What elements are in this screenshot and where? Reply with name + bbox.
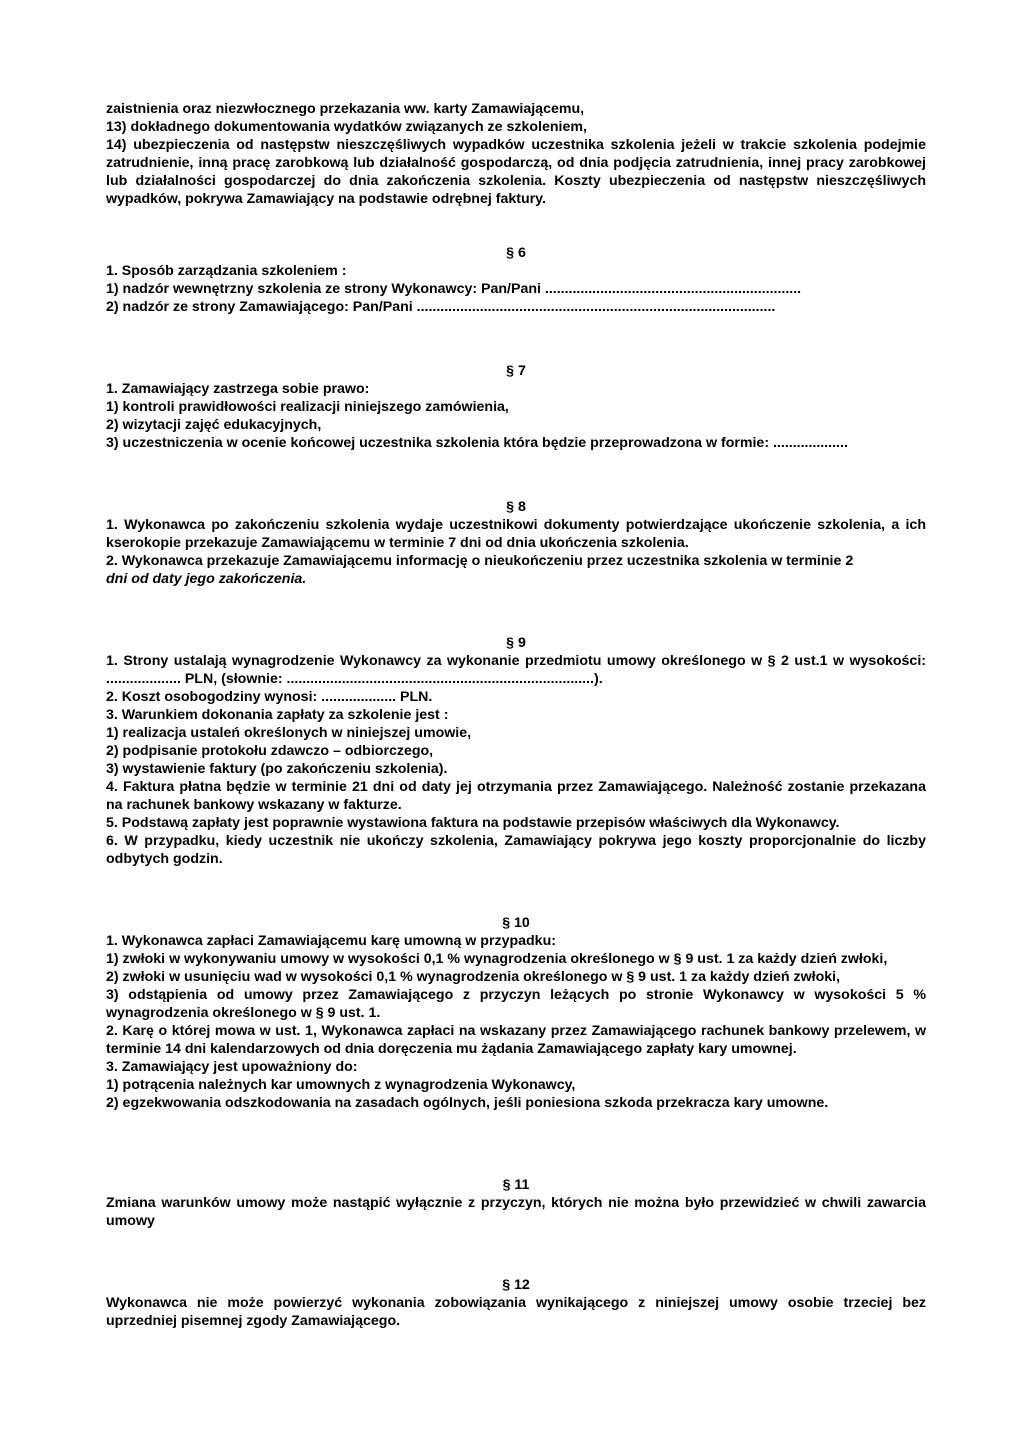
s9-item-1: 1. Strony ustalają wynagrodzenie Wykonawcy za wykonanie przedmiotu umowy określonego w § 2 ust.1 w wysokości: ................... PLN, (słownie: ..............................................................................).: [106, 653, 926, 687]
s10-item-1-2: 2) zwłoki w usunięciu wad w wysokości 0,1 % wynagrodzenia określonego w § 9 ust. 1 za każdy dzień zwłoki,: [106, 969, 841, 985]
s8-item-2: 2. Wykonawca przekazuje Zamawiającemu informację o nieukończeniu przez uczestnika szkolenia w terminie 2: [106, 553, 854, 569]
s7-item-1: 1. Zamawiający zastrzega sobie prawo:: [106, 381, 370, 397]
s7-item-2: 1) kontroli prawidłowości realizacji niniejszego zamówienia,: [106, 399, 509, 415]
section-heading-11: § 11: [502, 1177, 530, 1193]
s8-item-2-cont: dni od daty jego zakończenia.: [106, 571, 307, 587]
intro-item-13: 13) dokładnego dokumentowania wydatków związanych ze szkoleniem,: [106, 119, 587, 135]
section-heading-7: § 7: [506, 363, 526, 379]
s6-item-3: 2) nadzór ze strony Zamawiającego: Pan/Pani ...........................................................................................: [106, 299, 776, 315]
s10-item-1-3: 3) odstąpienia od umowy przez Zamawiającego z przyczyn leżących po stronie Wykonawcy w wysokości 5 % wynagrodzenia określonego w § 9 ust. 1.: [106, 987, 926, 1021]
s7-item-4: 3) uczestniczenia w ocenie końcowej uczestnika szkolenia która będzie przeprowadzona w formie: ...................: [106, 435, 848, 451]
s6-item-1: 1. Sposób zarządzania szkoleniem :: [106, 263, 347, 279]
s6-item-2: 1) nadzór wewnętrzny szkolenia ze strony Wykonawcy: Pan/Pani .................................................................: [106, 281, 802, 297]
s7-item-3: 2) wizytacji zajęć edukacyjnych,: [106, 417, 322, 433]
s9-item-6: 6. W przypadku, kiedy uczestnik nie ukończy szkolenia, Zamawiający pokrywa jego koszty proporcjonalnie do liczby odbytych godzin.: [106, 833, 926, 867]
s8-item-1: 1. Wykonawca po zakończeniu szkolenia wydaje uczestnikowi dokumenty potwierdzające ukończenie szkolenia, a ich kserokopie przekazuje Zamawiającemu w terminie 7 dni od dnia ukończenia szkolenia.: [106, 517, 926, 551]
section-heading-12: § 12: [502, 1277, 530, 1293]
s9-item-3: 3. Warunkiem dokonania zapłaty za szkolenie jest :: [106, 707, 449, 723]
s10-item-3-1: 1) potrącenia należnych kar umownych z wynagrodzenia Wykonawcy,: [106, 1077, 576, 1093]
s9-item-2: 2. Koszt osobogodziny wynosi: ................... PLN.: [106, 689, 433, 705]
s9-item-3-2: 2) podpisanie protokołu zdawczo – odbiorczego,: [106, 743, 434, 759]
section-heading-6: § 6: [506, 245, 526, 261]
s9-item-3-1: 1) realizacja ustaleń określonych w niniejszej umowie,: [106, 725, 472, 741]
s10-item-1-1: 1) zwłoki w wykonywaniu umowy w wysokości 0,1 % wynagrodzenia określonego w § 9 ust. 1 za każdy dzień zwłoki,: [106, 951, 888, 967]
document-page: [106, 100, 926, 1330]
s12-text: Wykonawca nie może powierzyć wykonania zobowiązania wynikającego z niniejszej umowy osobie trzeciej bez uprzedniej pisemnej zgody Zamawiającego.: [106, 1295, 926, 1329]
section-heading-9: § 9: [506, 635, 526, 651]
s10-item-2: 2. Karę o której mowa w ust. 1, Wykonawca zapłaci na wskazany przez Zamawiającego rachunek bankowy przelewem, w terminie 14 dni kalendarzowych od dnia doręczenia mu żądania Zamawiającego zapłaty kary umownej.: [106, 1023, 926, 1057]
s10-item-3: 3. Zamawiający jest upoważniony do:: [106, 1059, 358, 1075]
s9-item-4: 4. Faktura płatna będzie w terminie 21 dni od daty jej otrzymania przez Zamawiającego. Należność zostanie przekazana na rachunek bankowy wskazany w fakturze.: [106, 779, 926, 813]
s10-item-1: 1. Wykonawca zapłaci Zamawiającemu karę umowną w przypadku:: [106, 933, 556, 949]
s9-item-3-3: 3) wystawienie faktury (po zakończeniu szkolenia).: [106, 761, 448, 777]
section-heading-8: § 8: [506, 499, 526, 515]
intro-item-14: 14) ubezpieczenia od następstw nieszczęśliwych wypadków uczestnika szkolenia jeżeli w trakcie szkolenia podejmie zatrudnienie, inną pracę zarobkową lub działalność gospodarczą, od dnia podjęcia zatrudnienia, innej pracy zarobkowej lub działalności gospodarczej do dnia zakończenia szkolenia. Koszty ubezpieczenia od następstw nieszczęśliwych wypadków, pokrywa Zamawiający na podstawie odrębnej faktury.: [106, 137, 926, 207]
s11-text: Zmiana warunków umowy może nastąpić wyłącznie z przyczyn, których nie można było przewidzieć w chwili zawarcia umowy: [106, 1195, 926, 1229]
s10-item-3-2: 2) egzekwowania odszkodowania na zasadach ogólnych, jeśli poniesiona szkoda przekracza kary umowne.: [106, 1095, 829, 1111]
s9-item-5: 5. Podstawą zapłaty jest poprawnie wystawiona faktura na podstawie przepisów właściwych dla Wykonawcy.: [106, 815, 840, 831]
intro-line-1: zaistnienia oraz niezwłocznego przekazania ww. karty Zamawiającemu,: [106, 101, 585, 117]
section-heading-10: § 10: [502, 915, 530, 931]
